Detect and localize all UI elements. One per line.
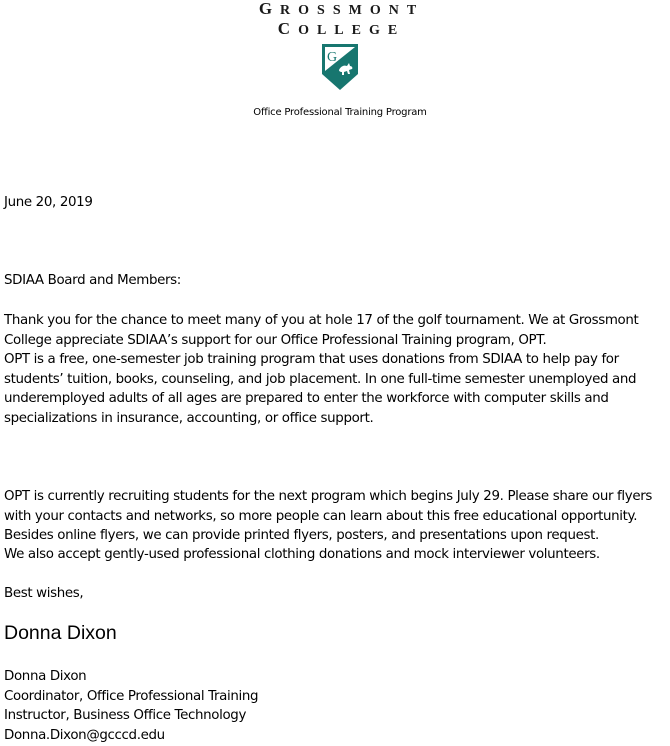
paragraph-donations <box>4 545 670 565</box>
paragraph-line: OPT is currently recruiting students for the next program which begins July 29. Please share our flyers <box>4 489 652 504</box>
paragraph-line: underemployed adults of all ages are prepared to enter the workforce with computer skills and <box>4 391 609 406</box>
paragraph-line: OPT is a free, one-semester job training program that uses donations from SDIAA to help pay for <box>4 352 619 367</box>
paragraph-line: We also accept gently-used professional clothing donations and mock interviewer volunteers. <box>4 547 600 562</box>
paragraph-program-description <box>4 350 670 428</box>
college-name-initial: C <box>277 19 299 38</box>
college-name-rest: OLLEGE <box>298 23 406 38</box>
grossmont-shield-logo-icon <box>322 44 358 90</box>
signature-email[interactable]: Donna.Dixon@gcccd.edu <box>4 727 165 743</box>
paragraph-recruiting <box>4 487 670 546</box>
college-name-initial: G <box>258 0 281 18</box>
paragraph-line: with your contacts and networks, so more people can learn about this free educational opportunity. <box>4 508 638 524</box>
salutation: SDIAA Board and Members: <box>4 273 181 288</box>
college-name-line2 <box>0 19 670 41</box>
college-name-line1 <box>0 0 670 21</box>
paragraph-thank-you <box>4 311 670 350</box>
letter-date: June 20, 2019 <box>4 195 93 210</box>
paragraph-line: College appreciate SDIAA’s support for our Office Professional Training program, OPT. <box>4 332 547 348</box>
signature-display: Donna Dixon <box>4 622 117 644</box>
signature-block <box>4 667 670 745</box>
college-name-rest: ROSSMONT <box>280 3 425 18</box>
paragraph-line: students’ tuition, books, counseling, and job placement. In one full-time semester unemployed and <box>4 371 637 387</box>
program-title: Office Professional Training Program <box>253 107 427 118</box>
paragraph-line: Thank you for the chance to meet many of you at hole 17 of the golf tournament. We at Grossmont <box>4 313 639 328</box>
paragraph-line: Besides online flyers, we can provide printed flyers, posters, and presentations upon request. <box>4 528 599 543</box>
signature-name: Donna Dixon <box>4 669 87 684</box>
closing: Best wishes, <box>4 586 84 601</box>
logo-letter: G <box>327 50 338 65</box>
signature-title-instructor: Instructor, Business Office Technology <box>4 708 247 723</box>
paragraph-line: specializations in insurance, accounting, or office support. <box>4 410 374 426</box>
signature-title-coordinator: Coordinator, Office Professional Training <box>4 688 259 704</box>
